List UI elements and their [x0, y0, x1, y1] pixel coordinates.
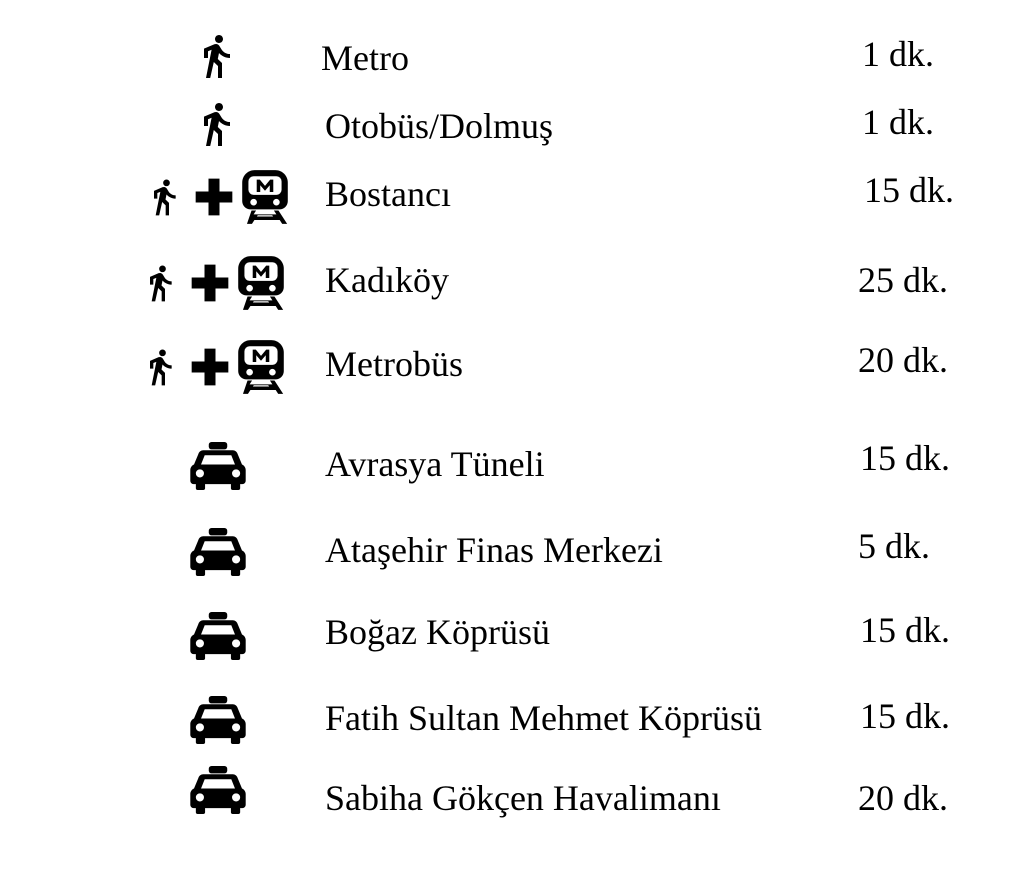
- plus-icon: [192, 175, 236, 219]
- list-item: [0, 332, 1010, 402]
- mode-icons: [140, 338, 286, 396]
- metro-train-icon: [236, 254, 286, 312]
- taxi-car-icon: [189, 696, 247, 744]
- mode-icons: [189, 528, 247, 576]
- list-item: [0, 92, 1010, 162]
- metro-train-icon: [240, 168, 290, 226]
- duration-label: 5 dk.: [858, 526, 930, 566]
- destination-label: Bostancı: [325, 174, 451, 214]
- mode-icons: [140, 254, 286, 312]
- metro-train-icon: [236, 338, 286, 396]
- walking-person-icon: [192, 30, 240, 82]
- destination-label: Sabiha Gökçen Havalimanı: [325, 778, 721, 818]
- walking-person-icon: [140, 259, 180, 307]
- list-item: [0, 516, 1010, 586]
- mode-icons: [189, 766, 247, 814]
- duration-label: 15 dk.: [864, 170, 954, 210]
- duration-label: 20 dk.: [858, 778, 948, 818]
- walking-person-icon: [140, 343, 180, 391]
- list-item: [0, 686, 1010, 756]
- destination-label: Avrasya Tüneli: [325, 444, 545, 484]
- list-item: [0, 160, 1010, 230]
- list-item: [0, 430, 1010, 500]
- duration-label: 15 dk.: [860, 696, 950, 736]
- destination-label: Ataşehir Finas Merkezi: [325, 530, 663, 570]
- destination-label: Kadıköy: [325, 260, 449, 300]
- mode-icons: [189, 442, 247, 490]
- taxi-car-icon: [189, 528, 247, 576]
- duration-label: 1 dk.: [862, 34, 934, 74]
- list-item: [0, 248, 1010, 318]
- mode-icons: [189, 696, 247, 744]
- duration-label: 1 dk.: [862, 102, 934, 142]
- plus-icon: [188, 261, 232, 305]
- taxi-car-icon: [189, 766, 247, 814]
- destination-label: Fatih Sultan Mehmet Köprüsü: [325, 698, 762, 738]
- taxi-car-icon: [189, 612, 247, 660]
- walking-person-icon: [144, 173, 184, 221]
- duration-label: 15 dk.: [860, 610, 950, 650]
- mode-icons: [189, 612, 247, 660]
- destination-label: Boğaz Köprüsü: [325, 612, 550, 652]
- list-item: [0, 600, 1010, 670]
- duration-label: 15 dk.: [860, 438, 950, 478]
- mode-icons: [192, 30, 240, 82]
- taxi-car-icon: [189, 442, 247, 490]
- list-item: [0, 22, 1010, 92]
- plus-icon: [188, 345, 232, 389]
- destination-label: Otobüs/Dolmuş: [325, 106, 554, 146]
- duration-label: 20 dk.: [858, 340, 948, 380]
- destination-label: Metrobüs: [325, 344, 463, 384]
- destination-label: Metro: [321, 38, 409, 78]
- duration-label: 25 dk.: [858, 260, 948, 300]
- mode-icons: [192, 98, 240, 150]
- mode-icons: [144, 168, 290, 226]
- walking-person-icon: [192, 98, 240, 150]
- list-item: [0, 766, 1010, 836]
